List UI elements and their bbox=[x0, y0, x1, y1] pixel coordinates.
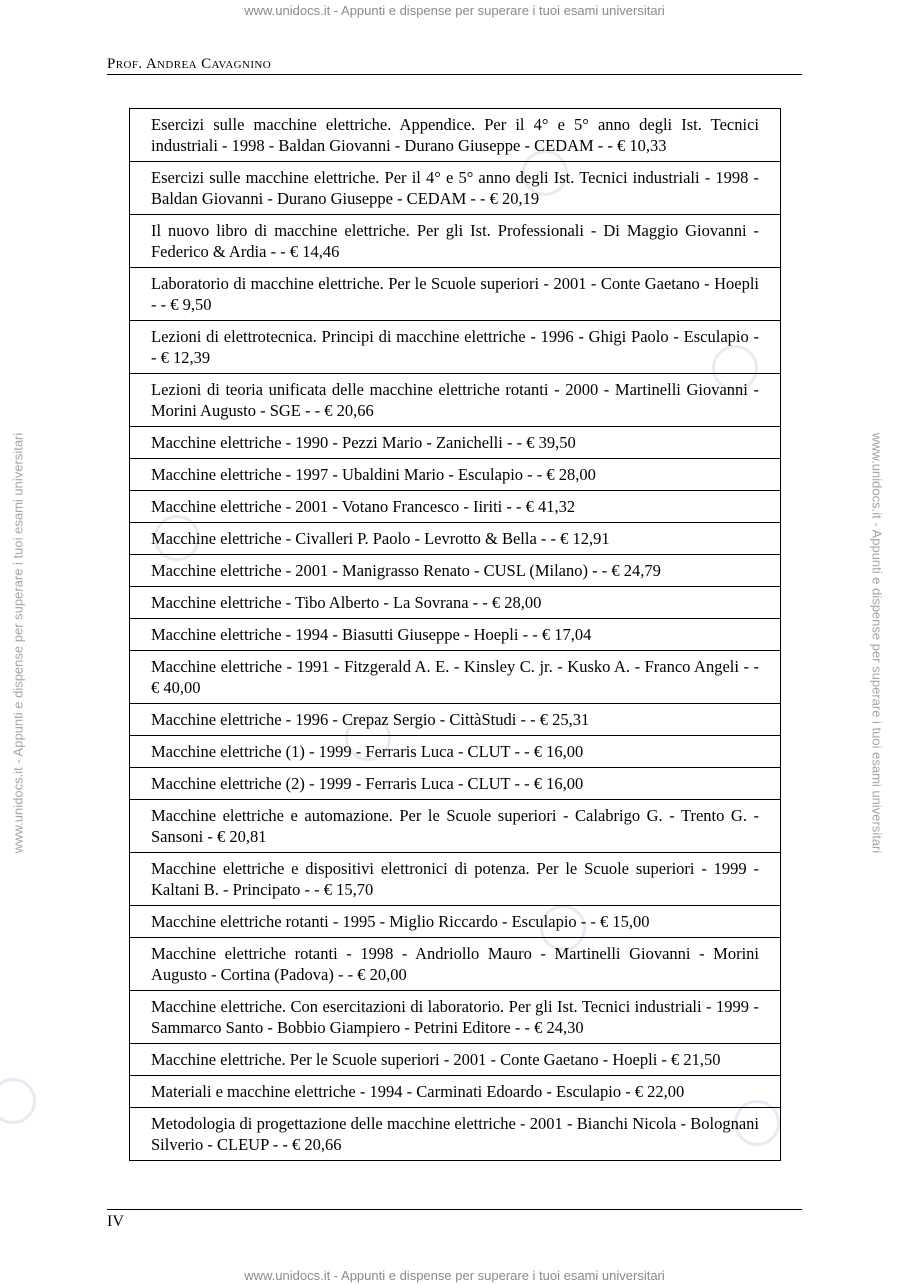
book-entry: Laboratorio di macchine elettriche. Per le Scuole superiori - 2001 - Conte Gaetano - Hoepli - - € 9,50 bbox=[130, 268, 781, 321]
table-row bbox=[130, 523, 781, 555]
table-row bbox=[130, 459, 781, 491]
table-row bbox=[130, 587, 781, 619]
watermark-banner-top: www.unidocs.it - Appunti e dispense per superare i tuoi esami universitari bbox=[244, 3, 665, 18]
book-entry: Macchine elettriche - 2001 - Votano Francesco - Iiriti - - € 41,32 bbox=[130, 491, 781, 523]
table-row bbox=[130, 938, 781, 991]
table-row bbox=[130, 1076, 781, 1108]
table-row bbox=[130, 1044, 781, 1076]
book-entry: Lezioni di elettrotecnica. Principi di macchine elettriche - 1996 - Ghigi Paolo - Esculapio - - € 12,39 bbox=[130, 321, 781, 374]
page-number: IV bbox=[107, 1213, 124, 1230]
running-header bbox=[107, 56, 802, 75]
book-entry: Macchine elettriche rotanti - 1998 - Andriollo Mauro - Martinelli Giovanni - Morini Augusto - Cortina (Padova) - - € 20,00 bbox=[130, 938, 781, 991]
table-row bbox=[130, 619, 781, 651]
table-row bbox=[130, 374, 781, 427]
table-row bbox=[130, 800, 781, 853]
book-entry: Macchine elettriche - 1991 - Fitzgerald A. E. - Kinsley C. jr. - Kusko A. - Franco Angeli - - € 40,00 bbox=[130, 651, 781, 704]
table-row bbox=[130, 906, 781, 938]
book-entry: Macchine elettriche (2) - 1999 - Ferraris Luca - CLUT - - € 16,00 bbox=[130, 768, 781, 800]
page-footer bbox=[107, 1209, 802, 1231]
book-entry: Macchine elettriche. Con esercitazioni di laboratorio. Per gli Ist. Tecnici industriali - 1999 - Sammarco Santo - Bobbio Giampiero - Petrini Editore - - € 24,30 bbox=[130, 991, 781, 1044]
book-entry: Lezioni di teoria unificata delle macchine elettriche rotanti - 2000 - Martinelli Giovanni - Morini Augusto - SGE - - € 20,66 bbox=[130, 374, 781, 427]
book-entry: Macchine elettriche e automazione. Per le Scuole superiori - Calabrigo G. - Trento G. - Sansoni - € 20,81 bbox=[130, 800, 781, 853]
table-row bbox=[130, 109, 781, 162]
table-row bbox=[130, 555, 781, 587]
table-row bbox=[130, 991, 781, 1044]
table-row bbox=[130, 321, 781, 374]
table-row bbox=[130, 768, 781, 800]
watermark-logo-icon bbox=[0, 1078, 36, 1124]
table-row bbox=[130, 704, 781, 736]
book-entry: Macchine elettriche. Per le Scuole superiori - 2001 - Conte Gaetano - Hoepli - € 21,50 bbox=[130, 1044, 781, 1076]
watermark-banner-bottom: www.unidocs.it - Appunti e dispense per superare i tuoi esami universitari bbox=[244, 1268, 665, 1283]
book-entry: Macchine elettriche - 1997 - Ubaldini Mario - Esculapio - - € 28,00 bbox=[130, 459, 781, 491]
table-row bbox=[130, 651, 781, 704]
table-row bbox=[130, 1108, 781, 1161]
book-list-table bbox=[129, 108, 781, 1161]
header-author: Prof. Andrea Cavagnino bbox=[107, 56, 272, 72]
table-row bbox=[130, 215, 781, 268]
book-entry: Macchine elettriche - 1994 - Biasutti Giuseppe - Hoepli - - € 17,04 bbox=[130, 619, 781, 651]
book-entry: Macchine elettriche (1) - 1999 - Ferraris Luca - CLUT - - € 16,00 bbox=[130, 736, 781, 768]
table-row bbox=[130, 162, 781, 215]
table-row bbox=[130, 491, 781, 523]
watermark-side-right: www.unidocs.it - Appunti e dispense per superare i tuoi esami universitari bbox=[869, 432, 885, 854]
table-row bbox=[130, 427, 781, 459]
book-entry: Il nuovo libro di macchine elettriche. Per gli Ist. Professionali - Di Maggio Giovanni - Federico & Ardia - - € 14,46 bbox=[130, 215, 781, 268]
book-entry: Metodologia di progettazione delle macchine elettriche - 2001 - Bianchi Nicola - Bolognani Silverio - CLEUP - - € 20,66 bbox=[130, 1108, 781, 1161]
table-row bbox=[130, 853, 781, 906]
book-entry: Macchine elettriche - 2001 - Manigrasso Renato - CUSL (Milano) - - € 24,79 bbox=[130, 555, 781, 587]
book-entry: Macchine elettriche - 1990 - Pezzi Mario - Zanichelli - - € 39,50 bbox=[130, 427, 781, 459]
book-entry: Macchine elettriche - Tibo Alberto - La Sovrana - - € 28,00 bbox=[130, 587, 781, 619]
book-entry: Materiali e macchine elettriche - 1994 - Carminati Edoardo - Esculapio - € 22,00 bbox=[130, 1076, 781, 1108]
table-row bbox=[130, 268, 781, 321]
book-entry: Esercizi sulle macchine elettriche. Appendice. Per il 4° e 5° anno degli Ist. Tecnici industriali - 1998 - Baldan Giovanni - Durano Giuseppe - CEDAM - - € 10,33 bbox=[130, 109, 781, 162]
book-entry: Macchine elettriche - 1996 - Crepaz Sergio - CittàStudi - - € 25,31 bbox=[130, 704, 781, 736]
book-entry: Macchine elettriche rotanti - 1995 - Miglio Riccardo - Esculapio - - € 15,00 bbox=[130, 906, 781, 938]
table-row bbox=[130, 736, 781, 768]
watermark-side-left: www.unidocs.it - Appunti e dispense per superare i tuoi esami universitari bbox=[10, 432, 26, 854]
book-entry: Esercizi sulle macchine elettriche. Per il 4° e 5° anno degli Ist. Tecnici industriali - 1998 - Baldan Giovanni - Durano Giuseppe - CEDAM - - € 20,19 bbox=[130, 162, 781, 215]
book-entry: Macchine elettriche e dispositivi elettronici di potenza. Per le Scuole superiori - 1999 - Kaltani B. - Principato - - € 15,70 bbox=[130, 853, 781, 906]
book-entry: Macchine elettriche - Civalleri P. Paolo - Levrotto & Bella - - € 12,91 bbox=[130, 523, 781, 555]
